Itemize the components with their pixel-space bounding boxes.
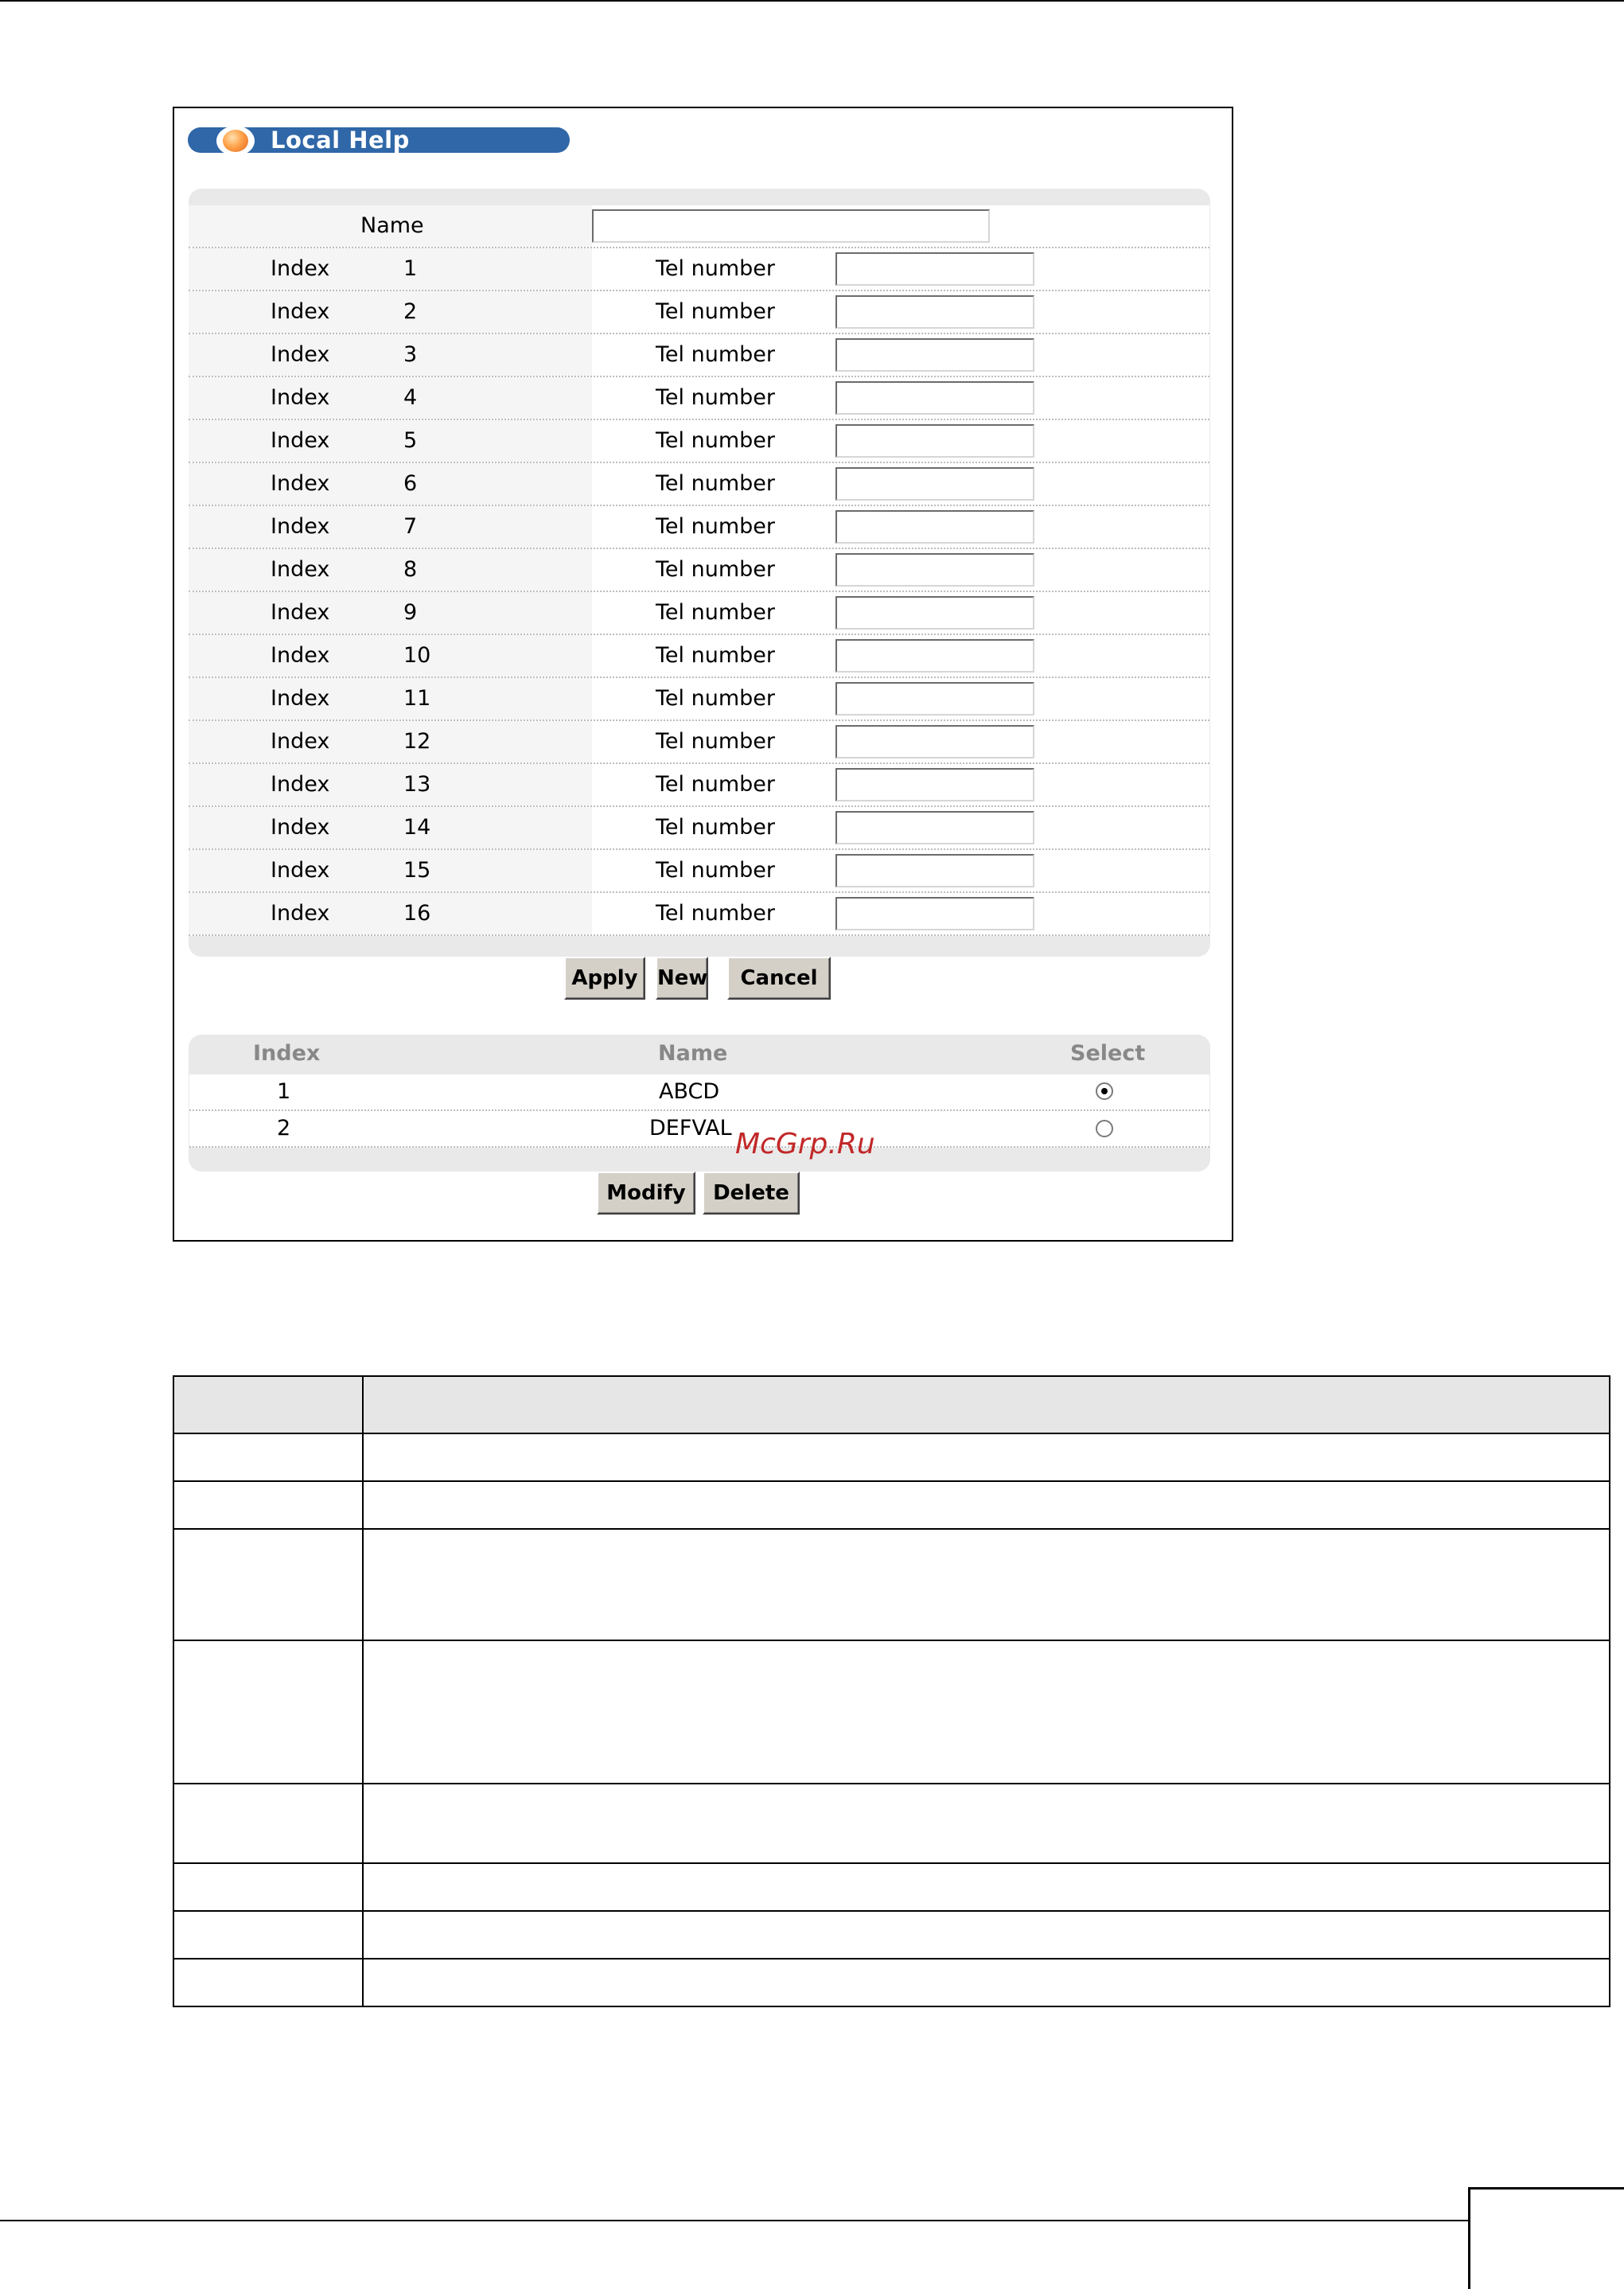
tel-row xyxy=(189,463,1209,506)
index-label: Index xyxy=(271,729,330,754)
tel-row xyxy=(189,334,1209,377)
tel-rows xyxy=(189,248,1209,936)
table-row xyxy=(173,1640,1610,1784)
tel-row xyxy=(189,248,1209,291)
table-row xyxy=(173,1481,1610,1529)
table-row xyxy=(173,1529,1610,1640)
tel-number-label: Tel number xyxy=(656,557,775,582)
index-number: 9 xyxy=(403,600,418,625)
index-label: Index xyxy=(271,858,330,883)
index-label: Index xyxy=(271,428,330,453)
top-rule xyxy=(0,0,1624,2)
tel-number-label: Tel number xyxy=(656,643,775,668)
tel-number-label: Tel number xyxy=(656,385,775,410)
tel-number-input[interactable] xyxy=(835,467,1034,501)
tel-number-label: Tel number xyxy=(656,428,775,453)
index-number: 11 xyxy=(403,686,431,711)
tel-number-input[interactable] xyxy=(835,596,1034,630)
list-item xyxy=(189,1111,1209,1148)
index-number: 10 xyxy=(403,643,431,668)
index-label: Index xyxy=(271,772,330,797)
tel-number-input[interactable] xyxy=(835,725,1034,758)
tel-row xyxy=(189,850,1209,893)
tel-row xyxy=(189,506,1209,549)
list-item-name: ABCD xyxy=(659,1079,720,1104)
index-number: 13 xyxy=(403,772,431,797)
tel-number-input[interactable] xyxy=(835,854,1034,887)
modify-button[interactable]: Modify xyxy=(597,1172,695,1215)
index-number: 14 xyxy=(403,815,431,840)
index-label: Index xyxy=(271,686,330,711)
index-number: 12 xyxy=(403,729,431,754)
tel-row xyxy=(189,592,1209,635)
name-input[interactable] xyxy=(592,209,990,243)
tel-number-label: Tel number xyxy=(656,256,775,281)
list-header-index: Index xyxy=(253,1041,321,1066)
table-row xyxy=(173,1959,1610,2006)
help-orb-icon xyxy=(216,126,255,156)
table-row xyxy=(173,1911,1610,1959)
tel-row xyxy=(189,291,1209,334)
index-number: 4 xyxy=(403,385,418,410)
index-label: Index xyxy=(271,901,330,926)
watermark: McGrp.Ru xyxy=(735,1128,875,1160)
index-label: Index xyxy=(271,342,330,367)
tel-number-input[interactable] xyxy=(835,424,1034,458)
tel-number-input[interactable] xyxy=(835,252,1034,286)
tel-row xyxy=(189,893,1209,936)
table-row xyxy=(173,1433,1610,1481)
list-item xyxy=(189,1074,1209,1111)
tel-number-input[interactable] xyxy=(835,295,1034,329)
tel-row xyxy=(189,807,1209,850)
list-header-select: Select xyxy=(1070,1041,1146,1066)
new-button[interactable]: New xyxy=(656,957,708,1000)
index-number: 16 xyxy=(403,901,431,926)
tel-row xyxy=(189,635,1209,678)
tel-number-input[interactable] xyxy=(835,811,1034,844)
list-header-name: Name xyxy=(658,1041,728,1066)
tel-number-input[interactable] xyxy=(835,897,1034,930)
list-item-index: 1 xyxy=(277,1079,291,1104)
tel-number-label: Tel number xyxy=(656,471,775,496)
tel-number-input[interactable] xyxy=(835,639,1034,673)
tel-number-label: Tel number xyxy=(656,772,775,797)
page-number-box xyxy=(1468,2187,1624,2289)
tel-number-label: Tel number xyxy=(656,299,775,324)
index-number: 7 xyxy=(403,514,418,539)
list-item-index: 2 xyxy=(277,1116,291,1141)
name-row xyxy=(189,205,1209,248)
index-number: 6 xyxy=(403,471,418,496)
index-label: Index xyxy=(271,256,330,281)
tel-number-input[interactable] xyxy=(835,338,1034,372)
description-table xyxy=(173,1375,1610,2007)
table-row xyxy=(173,1784,1610,1863)
index-number: 1 xyxy=(403,256,418,281)
index-number: 5 xyxy=(403,428,418,453)
tel-row xyxy=(189,764,1209,807)
index-number: 3 xyxy=(403,342,418,367)
name-label: Name xyxy=(360,213,424,238)
tel-number-input[interactable] xyxy=(835,381,1034,415)
tel-number-label: Tel number xyxy=(656,815,775,840)
tel-row xyxy=(189,549,1209,592)
table-header-row xyxy=(173,1376,1610,1433)
tel-number-label: Tel number xyxy=(656,686,775,711)
tel-row xyxy=(189,420,1209,463)
tel-number-input[interactable] xyxy=(835,553,1034,587)
tel-number-input[interactable] xyxy=(835,682,1034,716)
tel-row xyxy=(189,377,1209,420)
index-label: Index xyxy=(271,299,330,324)
index-label: Index xyxy=(271,557,330,582)
table-row xyxy=(173,1863,1610,1911)
select-radio-2[interactable] xyxy=(1096,1120,1113,1137)
select-radio-1[interactable] xyxy=(1096,1082,1113,1100)
cancel-button[interactable]: Cancel xyxy=(727,957,831,1000)
list-item-name: DEFVAL xyxy=(649,1116,732,1141)
index-number: 2 xyxy=(403,299,418,324)
tel-number-label: Tel number xyxy=(656,514,775,539)
index-label: Index xyxy=(271,643,330,668)
tel-number-label: Tel number xyxy=(656,901,775,926)
index-label: Index xyxy=(271,471,330,496)
tel-row xyxy=(189,678,1209,721)
index-label: Index xyxy=(271,514,330,539)
delete-button[interactable]: Delete xyxy=(703,1172,800,1215)
tel-number-input[interactable] xyxy=(835,510,1034,544)
tel-number-input[interactable] xyxy=(835,768,1034,801)
local-help-form xyxy=(189,205,1209,936)
index-number: 8 xyxy=(403,557,418,582)
index-label: Index xyxy=(271,385,330,410)
panel-title: Local Help xyxy=(271,127,410,154)
tel-row xyxy=(189,721,1209,764)
apply-button[interactable]: Apply xyxy=(564,957,645,1000)
index-label: Index xyxy=(271,815,330,840)
tel-number-label: Tel number xyxy=(656,342,775,367)
index-number: 15 xyxy=(403,858,431,883)
footer-rule xyxy=(0,2220,1468,2221)
tel-number-label: Tel number xyxy=(656,600,775,625)
index-label: Index xyxy=(271,600,330,625)
tel-number-label: Tel number xyxy=(656,729,775,754)
tel-number-label: Tel number xyxy=(656,858,775,883)
